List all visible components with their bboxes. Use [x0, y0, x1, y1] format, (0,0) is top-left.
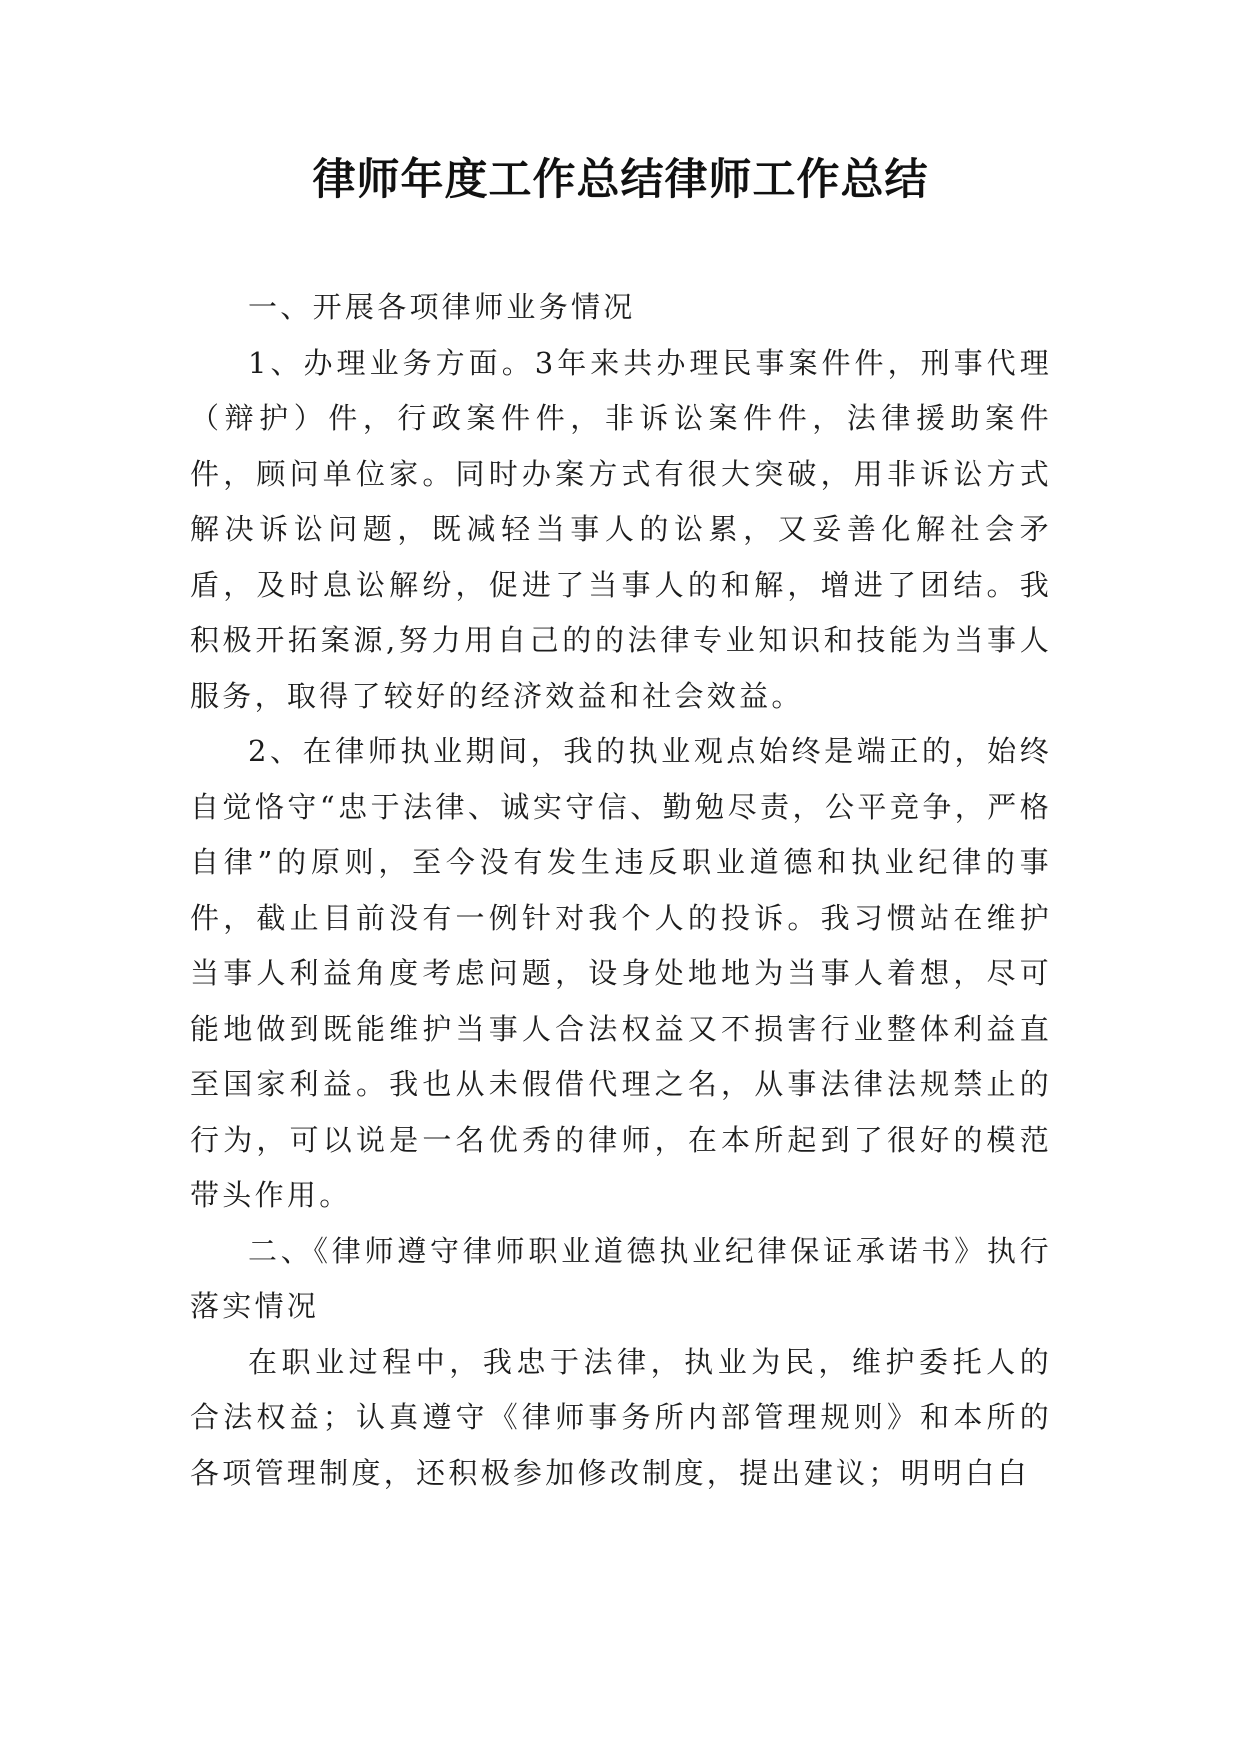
section-heading-2: 二、《律师遵守律师职业道德执业纪律保证承诺书》执行落实情况: [190, 1233, 1052, 1323]
paragraph-conduct: 2、在律师执业期间，我的执业观点始终是端正的，始终自觉恪守“忠于法律、诚实守信、勤勉尽责，公平竞争，严格自律”的原则，至今没有发生违反职业道德和执业纪律的事件，截止目前没有一例针对我个人的投诉。我习惯站在维护当事人利益角度考虑问题，设身处地地为当事人着想，尽可能地做到既能维护当事人合法权益又不损害行业整体利益直至国家利益。我也从未假借代理之名，从事法律法规禁止的行为，可以说是一名优秀的律师，在本所起到了很好的模范带头作用。: [190, 734, 1052, 1212]
document-body: [190, 280, 1052, 1501]
section-heading-1: 一、开展各项律师业务情况: [248, 290, 636, 324]
document-title: 律师年度工作总结律师工作总结: [312, 155, 929, 205]
paragraph-business: 1、办理业务方面。3年来共办理民事案件件，刑事代理（辩护）件，行政案件件，非诉讼案件件，法律援助案件件，顾问单位家。同时办案方式有很大突破，用非诉讼方式解决诉讼问题，既减轻当事人的讼累，又妥善化解社会矛盾，及时息讼解纷，促进了当事人的和解，增进了团结。我积极开拓案源,努力用自己的的法律专业知识和技能为当事人服务，取得了较好的经济效益和社会效益。: [190, 345, 1052, 713]
paragraph-commitment: 在职业过程中，我忠于法律，执业为民，维护委托人的合法权益；认真遵守《律师事务所内部管理规则》和本所的各项管理制度，还积极参加修改制度，提出建议；明明白白: [190, 1344, 1052, 1490]
